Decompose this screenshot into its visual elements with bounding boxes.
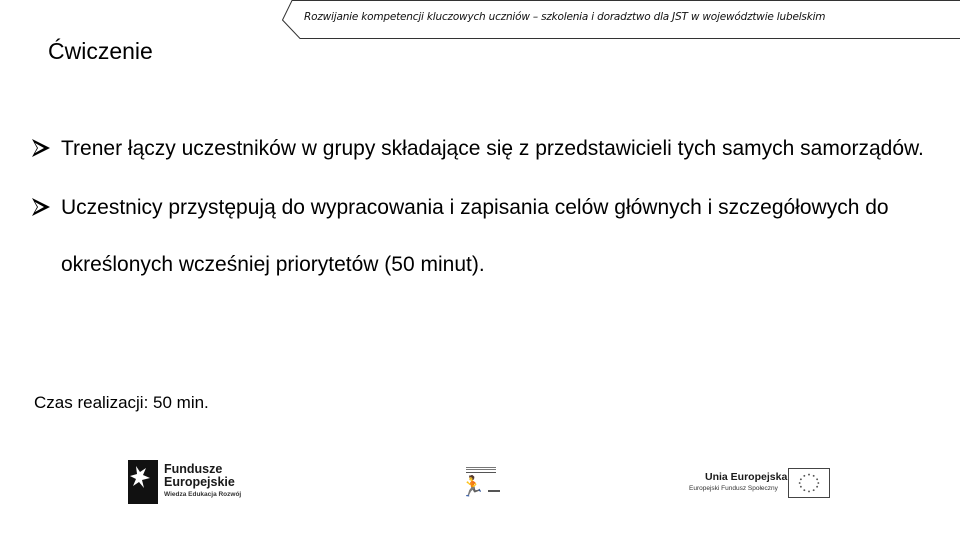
- slide-title: Ćwiczenie: [48, 38, 153, 64]
- fe-logo-subtitle: Wiedza Edukacja Rozwój: [164, 491, 242, 498]
- project-title: Rozwijanie kompetencji kluczowych uczniów – szkolenia i doradztwo dla JST w województwie lubelskim: [304, 11, 826, 23]
- fe-logo-line1: Fundusze: [164, 462, 223, 476]
- eu-logo-title: Unia Europejska: [705, 471, 788, 483]
- arrow-bullet-icon: [30, 196, 52, 218]
- running-figure-icon: 🏃: [460, 474, 485, 498]
- arrow-bullet-icon: [30, 137, 52, 159]
- partner-logo: [458, 464, 508, 498]
- partner-logo-mark: [488, 490, 500, 492]
- header-banner: [282, 0, 960, 40]
- unia-europejska-logo: [688, 466, 838, 502]
- bullet-item: [30, 179, 930, 293]
- duration-text: Czas realizacji: 50 min.: [34, 393, 209, 412]
- eu-flag-icon: [788, 468, 830, 498]
- bullet-text: Uczestnicy przystępują do wypracowania i zapisania celów głównych i szczegółowych do określonych wcześniej priorytetów (50 minut).: [61, 196, 889, 276]
- fe-logo-line2: Europejskie: [164, 475, 235, 489]
- bullet-list: [30, 120, 930, 295]
- fundusze-europejskie-logo: [128, 458, 268, 506]
- eu-logo-subtitle: Europejski Fundusz Społeczny: [689, 485, 778, 492]
- partner-logo-lines: [466, 466, 496, 473]
- fe-star-icon: [128, 460, 158, 504]
- bullet-text: Trener łączy uczestników w grupy składające się z przedstawicieli tych samych samorządów.: [61, 137, 924, 160]
- bullet-item: [30, 120, 930, 177]
